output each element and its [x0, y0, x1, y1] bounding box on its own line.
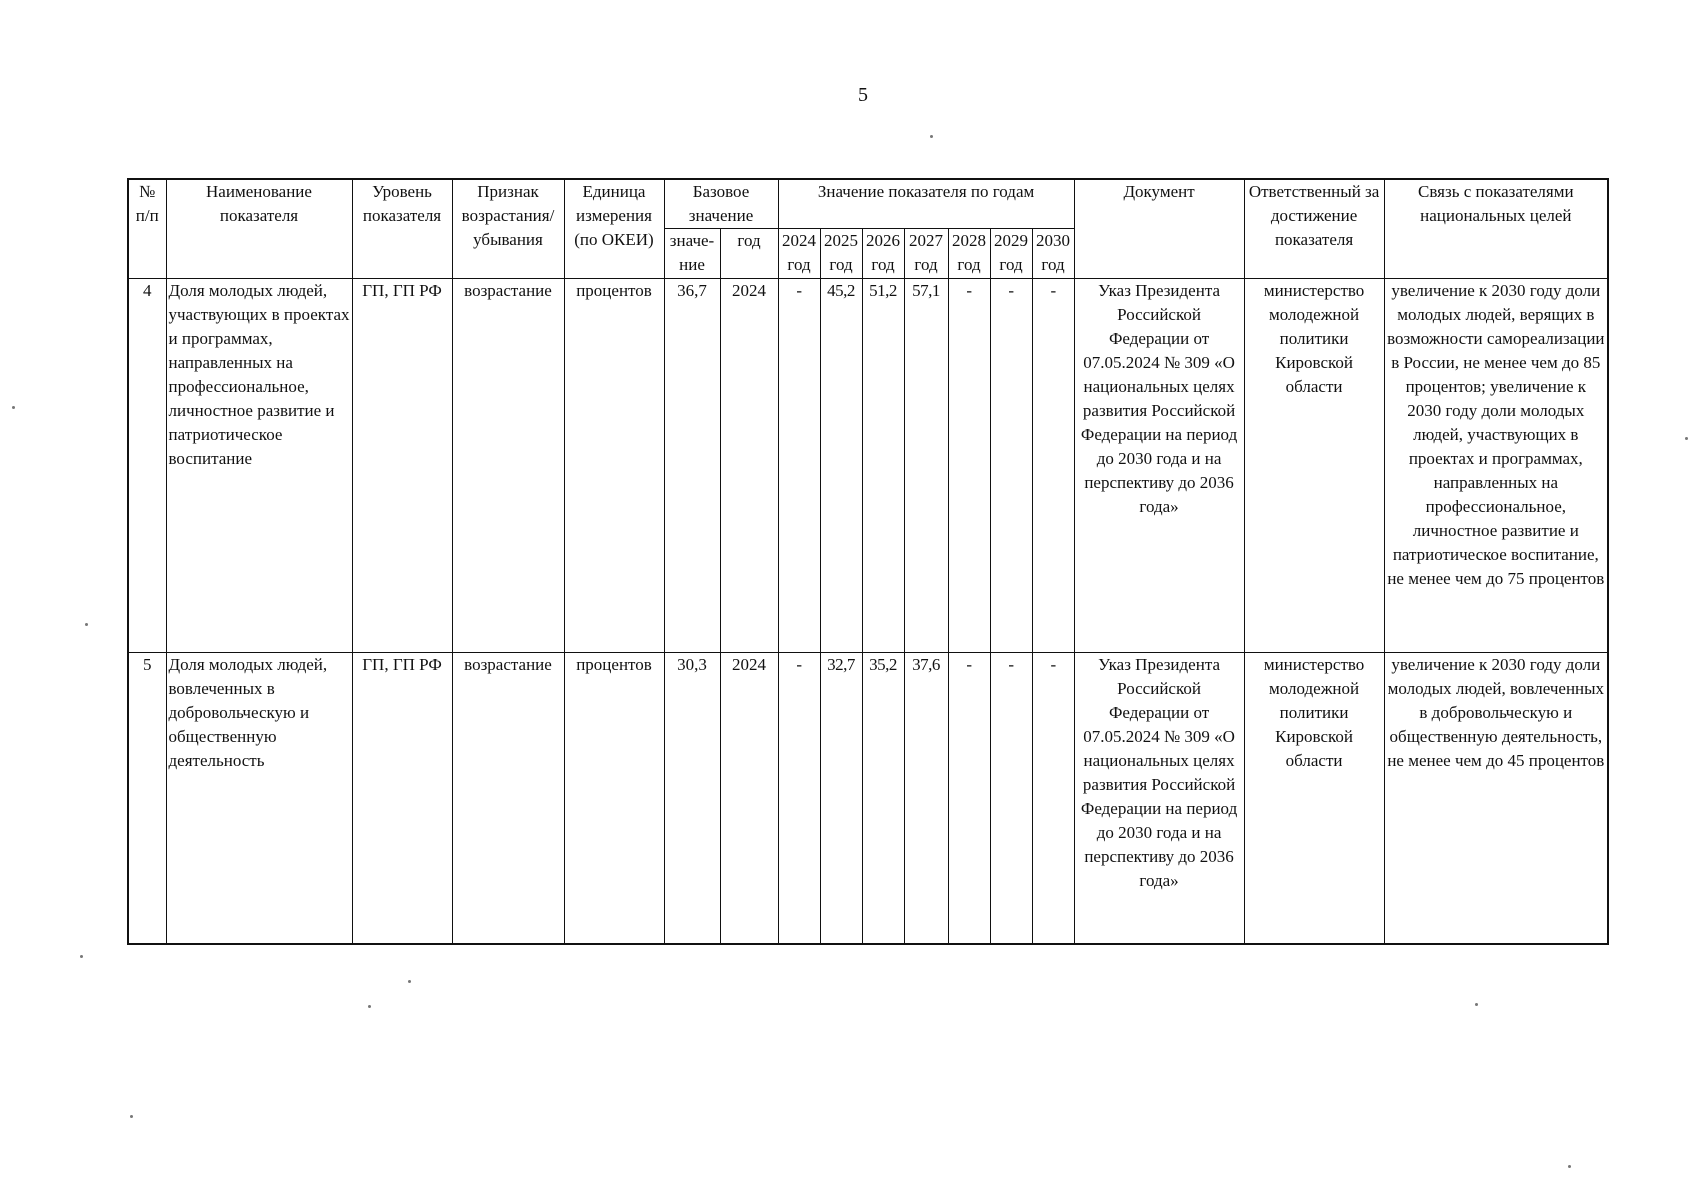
row-sign: возрастание	[452, 279, 564, 653]
header-base-value: значе-ние	[664, 229, 720, 279]
scan-speck	[130, 1115, 133, 1118]
header-year-2027: 2027 год	[904, 229, 948, 279]
row-document: Указ Президента Российской Федерации от 07.05.2024 № 309 «О национальных целях развития Российской Федерации на период до 2030 года и на перспективу до 2036 года»	[1074, 653, 1244, 945]
header-year-2029: 2029 год	[990, 229, 1032, 279]
table-row	[128, 653, 1608, 945]
row-year-2028: -	[948, 279, 990, 653]
header-unit: Единица измерения (по ОКЕИ)	[564, 179, 664, 279]
row-year-2029: -	[990, 653, 1032, 945]
row-base-year: 2024	[720, 279, 778, 653]
row-sign: возрастание	[452, 653, 564, 945]
row-base-value: 36,7	[664, 279, 720, 653]
header-year-2025: 2025 год	[820, 229, 862, 279]
header-years-group: Значение показателя по годам	[778, 179, 1074, 229]
row-year-2024: -	[778, 653, 820, 945]
row-responsible: министерство молодежной политики Кировской области	[1244, 653, 1384, 945]
row-num: 4	[128, 279, 166, 653]
row-responsible: министерство молодежной политики Кировской области	[1244, 279, 1384, 653]
row-link: увеличение к 2030 году доли молодых людей, вовлеченных в добровольческую и общественную деятельность, не менее чем до 45 процентов	[1384, 653, 1608, 945]
header-row-top	[128, 179, 1608, 229]
row-level: ГП, ГП РФ	[352, 279, 452, 653]
page-number: 5	[858, 84, 868, 106]
row-year-2028: -	[948, 653, 990, 945]
scan-speck	[85, 623, 88, 626]
header-year-2028: 2028 год	[948, 229, 990, 279]
header-level: Уровень показателя	[352, 179, 452, 279]
row-year-2025: 45,2	[820, 279, 862, 653]
row-name: Доля молодых людей, вовлеченных в добровольческую и общественную деятельность	[166, 653, 352, 945]
scan-speck	[368, 1005, 371, 1008]
row-name: Доля молодых людей, участвующих в проектах и программах, направленных на профессиональное, личностное развитие и патриотическое воспитание	[166, 279, 352, 653]
header-link: Связь с показателями национальных целей	[1384, 179, 1608, 279]
row-year-2027: 37,6	[904, 653, 948, 945]
header-base: Базовое значение	[664, 179, 778, 229]
row-unit: процентов	[564, 279, 664, 653]
row-year-2025: 32,7	[820, 653, 862, 945]
table-row	[128, 279, 1608, 653]
row-level: ГП, ГП РФ	[352, 653, 452, 945]
header-sign: Признак возрастания/ убывания	[452, 179, 564, 279]
scan-speck	[930, 135, 933, 138]
row-num: 5	[128, 653, 166, 945]
row-year-2026: 35,2	[862, 653, 904, 945]
row-link: увеличение к 2030 году доли молодых людей, верящих в возможности самореализации в России, не менее чем до 85 процентов; увеличение к 2030 году доли молодых людей, участвующих в проектах и программах, направленных на профессиональное, личностное развитие и патриотическое воспитание, не менее чем до 75 процентов	[1384, 279, 1608, 653]
scan-speck	[1475, 1003, 1478, 1006]
header-name: Наименование показателя	[166, 179, 352, 279]
row-unit: процентов	[564, 653, 664, 945]
row-base-year: 2024	[720, 653, 778, 945]
scan-speck	[408, 980, 411, 983]
row-base-value: 30,3	[664, 653, 720, 945]
header-year-2030: 2030 год	[1032, 229, 1074, 279]
header-year-2024: 2024 год	[778, 229, 820, 279]
scan-speck	[12, 406, 15, 409]
row-year-2030: -	[1032, 279, 1074, 653]
scan-speck	[1685, 437, 1688, 440]
indicators-table	[127, 178, 1609, 945]
header-year-2026: 2026 год	[862, 229, 904, 279]
scan-speck	[80, 955, 83, 958]
scan-speck	[1568, 1165, 1571, 1168]
header-base-year: год	[720, 229, 778, 279]
row-year-2024: -	[778, 279, 820, 653]
row-year-2030: -	[1032, 653, 1074, 945]
header-document: Документ	[1074, 179, 1244, 279]
row-document: Указ Президента Российской Федерации от 07.05.2024 № 309 «О национальных целях развития Российской Федерации на период до 2030 года и на перспективу до 2036 года»	[1074, 279, 1244, 653]
row-year-2027: 57,1	[904, 279, 948, 653]
header-responsible: Ответственный за достижение показателя	[1244, 179, 1384, 279]
header-num: № п/п	[128, 179, 166, 279]
row-year-2029: -	[990, 279, 1032, 653]
row-year-2026: 51,2	[862, 279, 904, 653]
